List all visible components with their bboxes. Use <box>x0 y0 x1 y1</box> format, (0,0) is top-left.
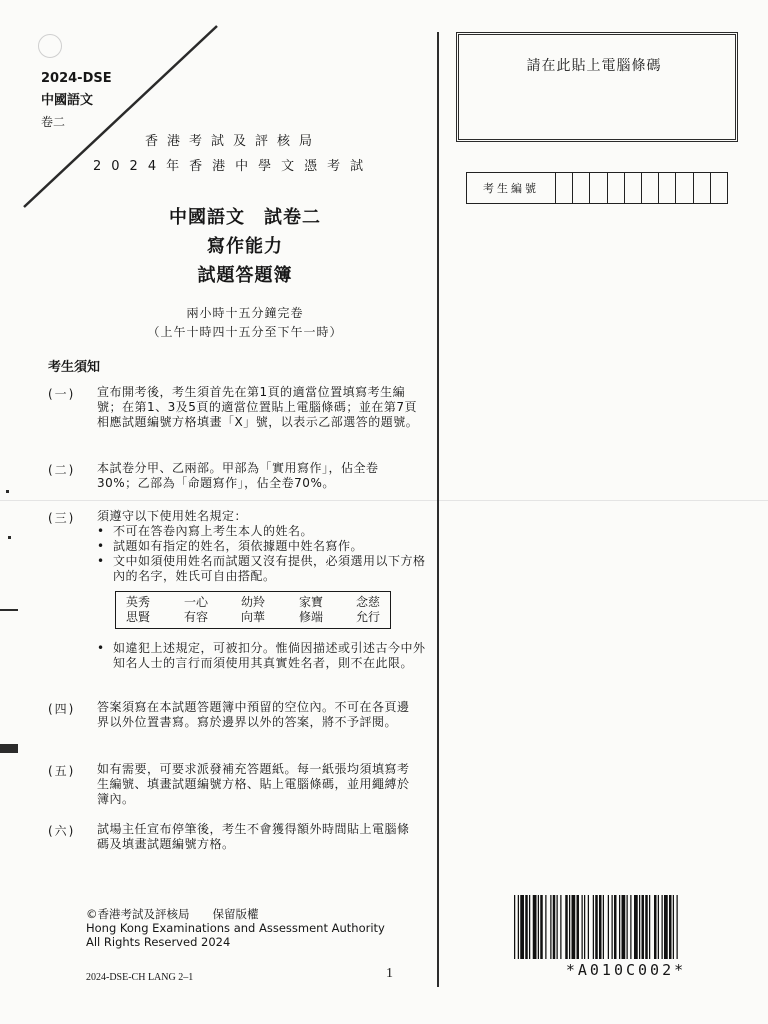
barcode-bar <box>612 895 613 959</box>
barcode-bar <box>664 895 668 959</box>
candidate-digit-box[interactable] <box>608 173 625 203</box>
note-text: 如有需要，可要求派發補充答題紙。每一紙張均須填寫考生編號、填畫試題編號方格、貼上電腦條碼，並用繩縛於簿內。 <box>97 762 410 806</box>
paper-subtitle: 寫作能力 <box>207 236 283 257</box>
barcode-bar <box>658 895 659 959</box>
time-range: （上午十時四十五分至下午一時） <box>147 325 343 339</box>
note-label: (三) <box>48 511 76 525</box>
name-cell: 向華 <box>240 610 265 624</box>
margin-mark <box>0 744 18 753</box>
note-label: (二) <box>48 463 76 477</box>
margin-mark <box>6 490 9 493</box>
barcode-bar <box>654 895 657 959</box>
barcode-bar <box>639 895 640 959</box>
barcode-bar <box>599 895 602 959</box>
barcode-bar <box>634 895 638 959</box>
notes-heading: 考生須知 <box>48 360 101 375</box>
barcode-bar <box>545 895 546 959</box>
barcode-bar <box>669 895 672 959</box>
paper-number: 卷二 <box>41 115 66 129</box>
barcode-bar <box>538 895 539 959</box>
barcode-text: *A010C002* <box>565 961 687 979</box>
note-text: 宣布開考後，考生須首先在第1頁的適當位置填寫考生編號；在第1、3及5頁的適當位置貼上電腦條碼；並在第7頁相應試題編號方格填畫「X」號，以表示乙部選答的題號。 <box>97 385 419 429</box>
candidate-digit-box[interactable] <box>694 173 711 203</box>
exam-year: 2024-DSE <box>41 71 112 86</box>
candidate-digit-box[interactable] <box>625 173 642 203</box>
candidate-number-label: 考生編號 <box>467 173 556 203</box>
barcode-bar <box>630 895 631 959</box>
barcode-bar <box>627 895 628 959</box>
rule-bullet: • 如違犯上述規定，可被扣分。惟倘因描述或引述古今中外知名人士的言行而須使用其真實姓名者，則不在此限。 <box>97 641 435 671</box>
candidate-digit-box[interactable] <box>659 173 676 203</box>
copyright-line: All Rights Reserved 2024 <box>86 935 231 949</box>
barcode-bar <box>614 895 617 959</box>
barcode-bar <box>518 895 519 959</box>
barcode-image <box>514 895 736 959</box>
barcode-bar <box>540 895 543 959</box>
barcode-bar <box>533 895 537 959</box>
candidate-digit-box[interactable] <box>573 173 590 203</box>
barcode-bar <box>577 895 580 959</box>
barcode-bar <box>662 895 663 959</box>
rule-bullet: • 文中如須使用姓名而試題又沒有提供，必須選用以下方格內的名字，姓氏可自由搭配。 <box>97 554 435 584</box>
paper-code: 2024-DSE-CH LANG 2–1 <box>86 972 194 983</box>
copyright-block <box>86 907 385 949</box>
barcode-bar <box>525 895 528 959</box>
margin-mark <box>0 609 18 611</box>
copyright-line: ©香港考試及評核局 保留版權 <box>86 907 259 921</box>
candidate-digit-box[interactable] <box>556 173 573 203</box>
exam-name: 2024年香港中學文憑考試 <box>93 159 374 174</box>
barcode-bar <box>608 895 609 959</box>
diagonal-line <box>0 0 230 215</box>
barcode-bar <box>520 895 524 959</box>
barcode-bar <box>603 895 604 959</box>
candidate-digit-box[interactable] <box>590 173 607 203</box>
barcode-label-area[interactable] <box>456 32 738 142</box>
copyright-line: Hong Kong Examinations and Assessment Authority <box>86 921 385 935</box>
authority-name: 香港考試及評核局 <box>145 134 322 149</box>
candidate-digit-box[interactable] <box>642 173 659 203</box>
page-number: 1 <box>386 966 393 981</box>
note-label: (五) <box>48 764 76 778</box>
barcode-bar <box>529 895 530 959</box>
candidate-digit-box[interactable] <box>711 173 727 203</box>
name-cell: 修端 <box>298 610 323 624</box>
margin-mark <box>8 536 11 539</box>
barcode-bar <box>588 895 589 959</box>
booklet-title: 試題答題簿 <box>197 265 293 286</box>
barcode-bar <box>584 895 585 959</box>
name-cell: 念慈 <box>355 595 380 609</box>
barcode-bar <box>569 895 570 959</box>
barcode-bar <box>565 895 568 959</box>
candidate-digit-box[interactable] <box>676 173 693 203</box>
note-label: (四) <box>48 702 76 716</box>
barcode-bar <box>582 895 583 959</box>
name-cell: 一心 <box>183 595 208 609</box>
barcode-bar <box>642 895 645 959</box>
barcode-bar <box>572 895 576 959</box>
name-cell: 幼羚 <box>240 595 265 609</box>
candidate-number-grid <box>466 172 728 204</box>
note-text: 本試卷分甲、乙兩部。甲部為「實用寫作」，佔全卷30%；乙部為「命題寫作」，佔全卷70%。 <box>97 461 379 490</box>
barcode-bar <box>649 895 650 959</box>
name-cell: 思賢 <box>125 610 150 624</box>
barcode-bar <box>622 895 626 959</box>
barcode-bar <box>673 895 674 959</box>
duration: 兩小時十五分鐘完卷 <box>186 306 304 320</box>
rule-bullet: • 試題如有指定的姓名，須依據題中姓名寫作。 <box>97 539 435 554</box>
names-table <box>115 591 391 629</box>
note-label: (六) <box>48 824 76 838</box>
barcode-bar <box>514 895 515 959</box>
barcode-bar <box>553 895 556 959</box>
note-text: 答案須寫在本試題答題簿中預留的空位內。不可在各頁邊界以外位置書寫。寫於邊界以外的答案，將不予評閱。 <box>97 700 410 729</box>
scan-fold-line <box>0 500 768 501</box>
barcode-bar <box>550 895 551 959</box>
column-divider <box>437 32 439 987</box>
paper-title: 中國語文 試卷二 <box>169 207 321 228</box>
name-cell: 英秀 <box>125 595 150 609</box>
name-cell: 允行 <box>355 610 380 624</box>
note-text: 試場主任宣布停筆後，考生不會獲得額外時間貼上電腦條碼及填畫試題編號方格。 <box>97 822 410 851</box>
barcode-label-instruction: 請在此貼上電腦條碼 <box>526 58 662 74</box>
barcode-bar <box>560 895 561 959</box>
barcode-bar <box>677 895 678 959</box>
barcode-bar <box>593 895 594 959</box>
barcode-bar <box>619 895 620 959</box>
name-cell: 有容 <box>183 610 208 624</box>
barcode-bar <box>595 895 598 959</box>
barcode-bar <box>645 895 648 959</box>
barcode-bar <box>557 895 558 959</box>
note-text: 須遵守以下使用姓名規定： <box>97 509 248 523</box>
note-label: (一) <box>48 387 76 401</box>
subject-name: 中國語文 <box>41 93 94 108</box>
rule-bullet: • 不可在答卷內寫上考生本人的姓名。 <box>97 524 435 539</box>
name-cell: 家寶 <box>298 595 323 609</box>
